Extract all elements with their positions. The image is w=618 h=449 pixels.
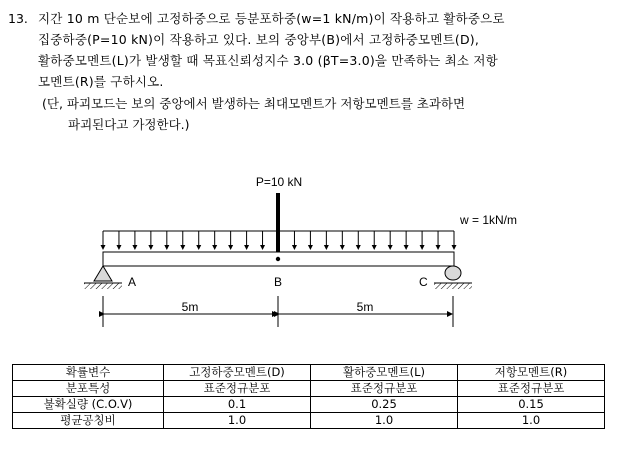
support-a-label: A xyxy=(128,275,137,289)
load-arrow-head xyxy=(356,245,361,250)
table-row xyxy=(13,413,605,429)
question-number: 13. xyxy=(8,11,28,26)
table-header-cell: 고정하중모멘트(D) xyxy=(164,365,311,381)
table-cell: 1.0 xyxy=(164,413,311,429)
point-load-label: P=10 kN xyxy=(255,175,303,189)
table-header-cell: 확률변수 xyxy=(13,365,164,381)
question-line-2: 집중하중(P=10 kN)이 작용하고 있다. 보의 중앙부(B)에서 고정하중모멘트(D), xyxy=(38,32,480,47)
span-right-label: 5m xyxy=(356,300,374,314)
table-header-cell: 활하중모멘트(L) xyxy=(311,365,458,381)
point-b-marker xyxy=(276,257,280,261)
load-arrow-head xyxy=(196,245,201,250)
question-note-2: 파괴된다고 가정한다.) xyxy=(68,117,190,132)
load-arrow-head xyxy=(101,245,106,250)
table-row xyxy=(13,397,605,413)
table-cell: 표준정규분포 xyxy=(458,381,605,397)
random-variable-table xyxy=(12,364,605,429)
table-cell: 표준정규분포 xyxy=(164,381,311,397)
table-cell: 1.0 xyxy=(458,413,605,429)
table-cell: 1.0 xyxy=(311,413,458,429)
load-arrow-head xyxy=(116,245,121,250)
table-header-row xyxy=(13,365,605,381)
table-cell: 0.25 xyxy=(311,397,458,413)
support-c-label: C xyxy=(419,275,428,289)
load-arrow-head xyxy=(308,245,313,250)
table-cell: 표준정규분포 xyxy=(311,381,458,397)
load-arrow-head xyxy=(420,245,425,250)
load-arrow-head xyxy=(372,245,377,250)
load-arrow-head xyxy=(228,245,233,250)
distributed-load-label: w = 1kN/m xyxy=(460,213,518,227)
load-arrow-head xyxy=(212,245,217,250)
load-arrow-head xyxy=(132,245,137,250)
ground-hatch-a xyxy=(84,283,122,289)
load-arrow-head xyxy=(436,245,441,250)
question-line-1: 지간 10 m 단순보에 고정하중으로 등분포하중(w=1 kN/m)이 작용하고 활하중으로 xyxy=(38,11,505,26)
ground-hatch-c xyxy=(434,283,472,289)
load-arrow-head xyxy=(324,245,329,250)
load-arrow-head xyxy=(148,245,153,250)
load-arrow-head xyxy=(164,245,169,250)
span-left-label: 5m xyxy=(181,300,199,314)
load-arrow-head xyxy=(244,245,249,250)
load-arrow-head xyxy=(452,245,457,250)
load-arrow-head xyxy=(404,245,409,250)
pin-support-a xyxy=(94,266,112,281)
load-arrow-head xyxy=(340,245,345,250)
table-cell: 0.15 xyxy=(458,397,605,413)
question-line-4: 모멘트(R)를 구하시오. xyxy=(38,74,164,89)
load-arrow-head xyxy=(180,245,185,250)
table-cell: 평균공칭비 xyxy=(13,413,164,429)
table-header-cell: 저항모멘트(R) xyxy=(458,365,605,381)
table-cell: 불확실량 (C.O.V) xyxy=(13,397,164,413)
load-arrow-head xyxy=(260,245,265,250)
load-arrow-head xyxy=(388,245,393,250)
roller-support-c xyxy=(445,266,461,280)
load-arrow-head xyxy=(292,245,297,250)
question-line-3: 활하중모멘트(L)가 발생할 때 목표신뢰성지수 3.0 (βT=3.0)을 만족하는 최소 저항 xyxy=(38,53,498,68)
table-cell: 분포특성 xyxy=(13,381,164,397)
table-cell: 0.1 xyxy=(164,397,311,413)
table-row xyxy=(13,381,605,397)
point-b-label: B xyxy=(274,275,283,289)
question-note-1: (단, 파괴모드는 보의 중앙에서 발생하는 최대모멘트가 저항모멘트를 초과하면 xyxy=(42,96,466,111)
point-load-arrow xyxy=(276,193,280,253)
